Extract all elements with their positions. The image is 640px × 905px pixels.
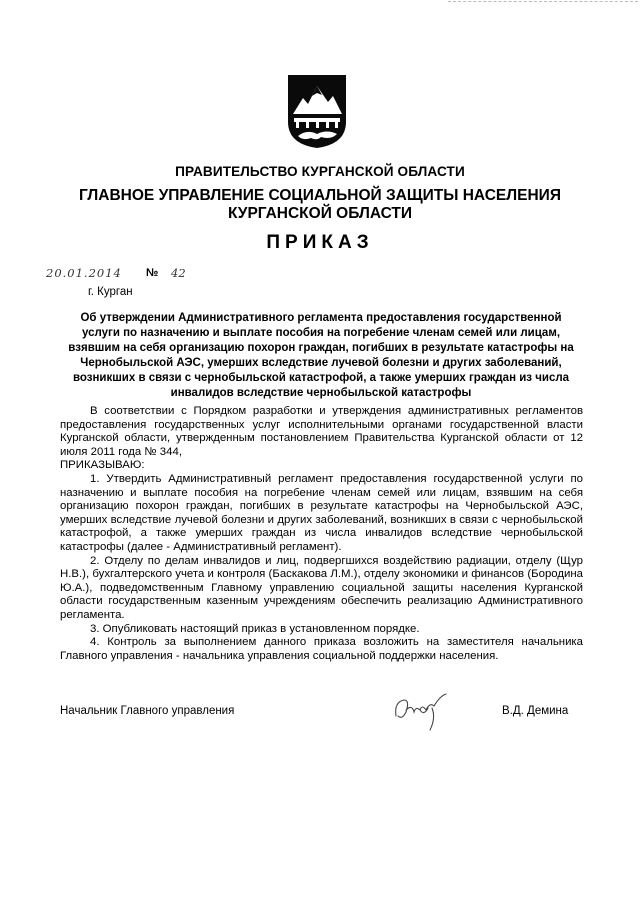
order-item-2: 2. Отделу по делам инвалидов и лиц, подвергшихся воздействию радиации, отделу (Щур Н.В.), бухгалтерского учета и контроля (Баскакова Л.М.), отделу экономики и финансов (Бородина Ю.А.), подведомственным Главному управлению социальной защиты населения Курганской области государственным казенным учреждениям обеспечить реализацию Административного регламента. bbox=[60, 554, 583, 621]
order-item-4: 4. Контроль за выполнением данного приказа возложить на заместителя начальника Главного управления - начальника управления социальной поддержки населения. bbox=[60, 636, 583, 662]
department-line-2: КУРГАНСКОЙ ОБЛАСТИ bbox=[227, 205, 413, 222]
department-line-1: ГЛАВНОЕ УПРАВЛЕНИЕ СОЦИАЛЬНОЙ ЗАЩИТЫ НАСЕЛЕНИЯ bbox=[79, 187, 561, 204]
order-item-1: 1. Утвердить Административный регламент предоставления государственной услуги по назначению и выплате пособия на погребение членам семей или лицам, взявшим на себя организацию похорон граждан, погибших в результате катастрофы на Чернобыльской АЭС, умерших вследствие лучевой болезни и других заболеваний, возникших в связи с чернобыльской катастрофой, а также умерших граждан из числа инвалидов вследствие чернобыльской катастрофы (далее - Административный регламент). bbox=[60, 472, 583, 553]
government-title: ПРАВИТЕЛЬСТВО КУРГАНСКОЙ ОБЛАСТИ bbox=[175, 164, 465, 179]
handwritten-date: 20.01.2014 bbox=[46, 266, 122, 280]
order-subject: Об утверждении Административного регламента предоставления государственной услуги по назначению и выплате пособия на погребение членам семей или лицам, взявшим на себя организацию похорон граждан, погибших в результате катастрофы на Чернобыльской АЭС, умерших вследствие лучевой болезни и других заболеваний, возникших в связи с чернобыльской катастрофой, а также умерших граждан из числа инвалидов вследствие чернобыльской катастрофы bbox=[68, 312, 574, 399]
number-label: № bbox=[146, 267, 159, 279]
department-title bbox=[0, 187, 640, 223]
city: г. Курган bbox=[88, 286, 133, 298]
order-item-3: 3. Опубликовать настоящий приказ в установленном порядке. bbox=[90, 622, 420, 635]
scan-edge-line bbox=[448, 1, 638, 2]
signatory-role: Начальник Главного управления bbox=[60, 705, 235, 717]
order-body bbox=[60, 405, 583, 663]
handwritten-number: 42 bbox=[171, 266, 186, 280]
coat-of-arms-icon bbox=[287, 74, 347, 149]
preamble: В соответствии с Порядком разработки и утверждения административных регламентов предоставления государственных услуг исполнительными органами государственной власти Курганской области, утвержденным постановлением Правительства Курганской области от 12 июля 2011 года № 344, bbox=[60, 405, 583, 458]
order-word: ПРИКАЗЫВАЮ: bbox=[60, 459, 145, 472]
date-number-line bbox=[46, 266, 206, 282]
handwritten-signature bbox=[390, 688, 460, 736]
signatory-name: В.Д. Демина bbox=[502, 705, 569, 717]
document-type: ПРИКАЗ bbox=[266, 232, 374, 253]
